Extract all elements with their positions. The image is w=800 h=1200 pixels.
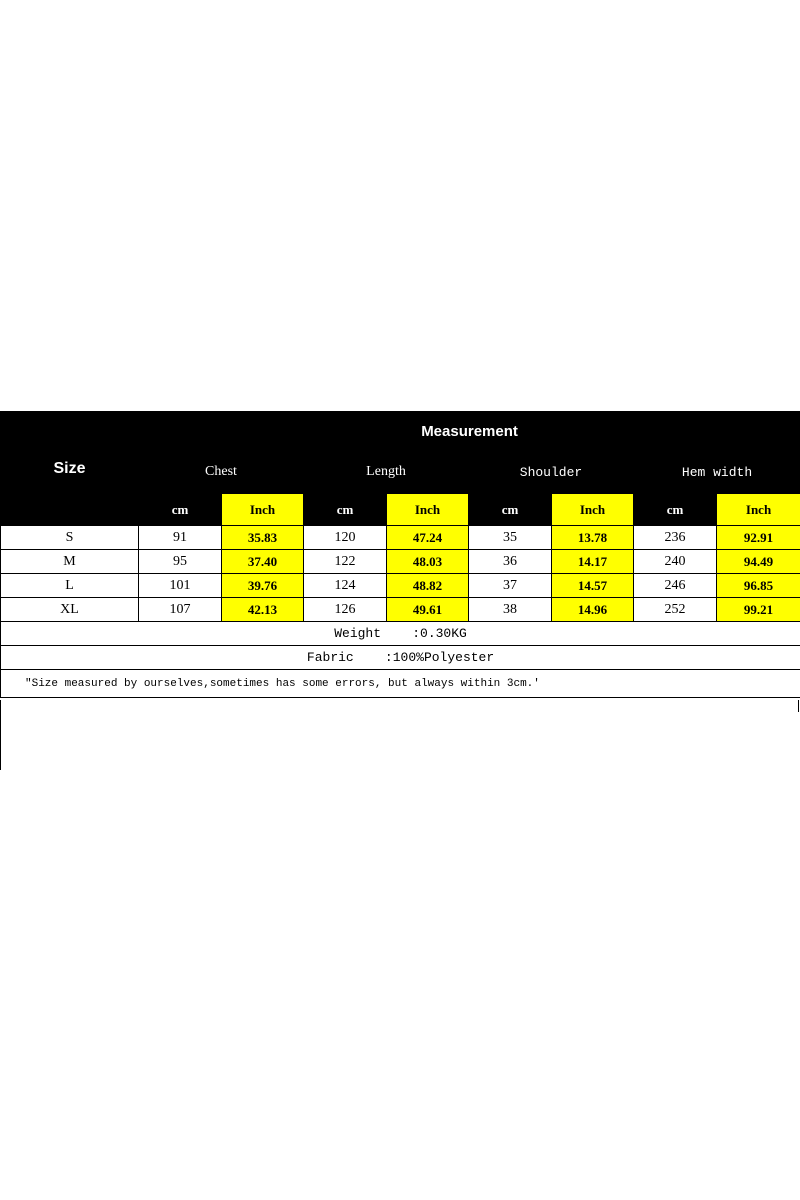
inch-value-cell: 39.76 xyxy=(222,574,304,598)
value-cell: 124 xyxy=(304,574,387,598)
value-cell: 101 xyxy=(139,574,222,598)
table-row xyxy=(1,526,800,550)
inch-value-cell: 92.91 xyxy=(717,526,800,550)
size-table xyxy=(0,411,800,698)
shoulder-header: Shoulder xyxy=(469,451,634,494)
inch-value-cell: 48.03 xyxy=(387,550,469,574)
unit-cm-header: cm xyxy=(139,494,222,526)
inch-value-cell: 42.13 xyxy=(222,598,304,622)
border-line xyxy=(798,700,799,712)
fabric-info: Fabric :100%Polyester xyxy=(1,646,800,670)
chest-header: Chest xyxy=(139,451,304,494)
border-line xyxy=(0,700,1,770)
length-header: Length xyxy=(304,451,469,494)
weight-info: Weight :0.30KG xyxy=(1,622,800,646)
value-cell: 38 xyxy=(469,598,552,622)
inch-value-cell: 47.24 xyxy=(387,526,469,550)
value-cell: 236 xyxy=(634,526,717,550)
measurement-header: Measurement xyxy=(139,412,800,451)
value-cell: 35 xyxy=(469,526,552,550)
measurement-note: "Size measured by ourselves,sometimes has some errors, but always within 3cm.' xyxy=(1,670,800,698)
value-cell: 120 xyxy=(304,526,387,550)
hem-width-header: Hem width xyxy=(634,451,800,494)
size-chart xyxy=(0,411,800,698)
inch-value-cell: 94.49 xyxy=(717,550,800,574)
size-cell: S xyxy=(1,526,139,550)
unit-inch-header: Inch xyxy=(717,494,800,526)
size-cell: M xyxy=(1,550,139,574)
table-row xyxy=(1,574,800,598)
table-row xyxy=(1,550,800,574)
unit-inch-header: Inch xyxy=(387,494,469,526)
table-row xyxy=(1,598,800,622)
value-cell: 36 xyxy=(469,550,552,574)
size-cell: XL xyxy=(1,598,139,622)
value-cell: 246 xyxy=(634,574,717,598)
value-cell: 126 xyxy=(304,598,387,622)
inch-value-cell: 35.83 xyxy=(222,526,304,550)
unit-cm-header: cm xyxy=(469,494,552,526)
unit-cm-header: cm xyxy=(304,494,387,526)
inch-value-cell: 13.78 xyxy=(552,526,634,550)
value-cell: 252 xyxy=(634,598,717,622)
inch-value-cell: 14.96 xyxy=(552,598,634,622)
inch-value-cell: 99.21 xyxy=(717,598,800,622)
inch-value-cell: 37.40 xyxy=(222,550,304,574)
inch-value-cell: 14.57 xyxy=(552,574,634,598)
value-cell: 122 xyxy=(304,550,387,574)
inch-value-cell: 96.85 xyxy=(717,574,800,598)
inch-value-cell: 48.82 xyxy=(387,574,469,598)
size-cell: L xyxy=(1,574,139,598)
value-cell: 91 xyxy=(139,526,222,550)
unit-cm-header: cm xyxy=(634,494,717,526)
value-cell: 37 xyxy=(469,574,552,598)
value-cell: 107 xyxy=(139,598,222,622)
value-cell: 95 xyxy=(139,550,222,574)
inch-value-cell: 49.61 xyxy=(387,598,469,622)
size-header: Size xyxy=(1,412,139,526)
inch-value-cell: 14.17 xyxy=(552,550,634,574)
value-cell: 240 xyxy=(634,550,717,574)
unit-inch-header: Inch xyxy=(552,494,634,526)
unit-inch-header: Inch xyxy=(222,494,304,526)
